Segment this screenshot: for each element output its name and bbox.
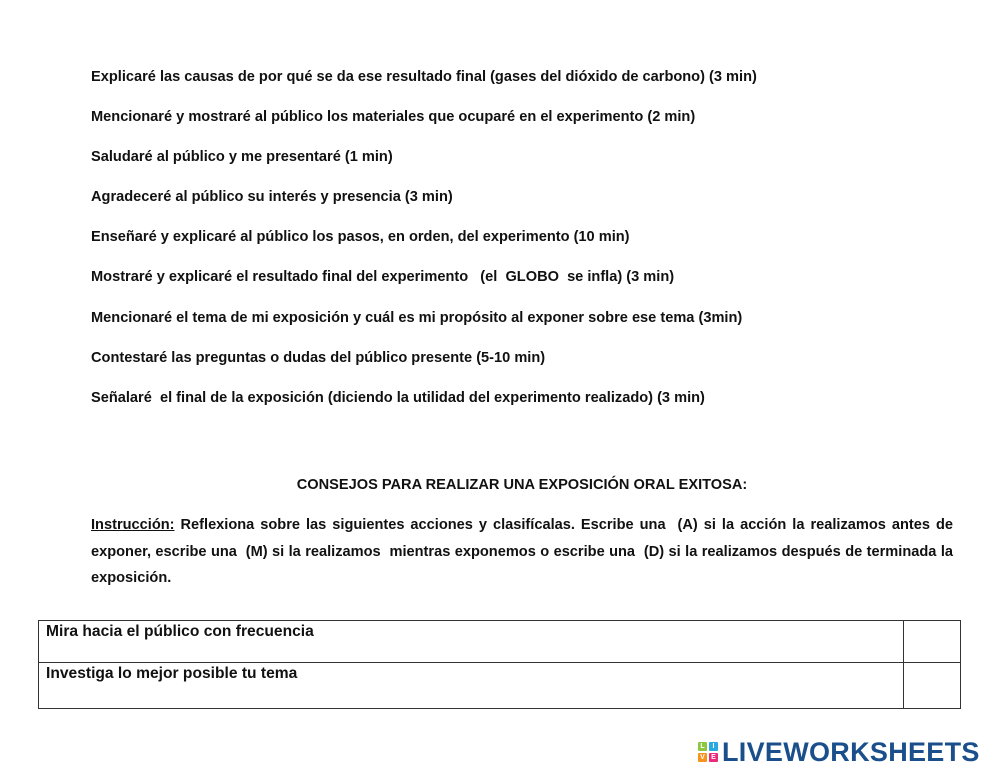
step-item: Señalaré el final de la exposición (diciendo la utilidad del experimento realizado) (3 min) [91,389,705,406]
answer-cell[interactable] [904,621,961,663]
step-list [91,66,971,427]
step-item: Saludaré al público y me presentaré (1 min) [91,149,393,166]
instruction-paragraph [91,512,958,592]
table-row [39,663,961,709]
action-text: Mira hacia el público con frecuencia [39,621,904,663]
liveworksheets-logo [698,736,980,768]
answer-cell[interactable] [904,663,961,709]
logo-letter: I [709,742,718,751]
table-row [39,621,961,663]
section-title: CONSEJOS PARA REALIZAR UNA EXPOSICIÓN ORAL EXITOSA: [296,477,748,493]
action-text: Investiga lo mejor posible tu tema [39,663,904,709]
actions-table [38,620,961,709]
step-item: Agradeceré al público su interés y presencia (3 min) [91,189,453,206]
step-item: Explicaré las causas de por qué se da ese resultado final (gases del dióxido de carbono) (3 min) [91,69,757,85]
instruction-label: Instrucción: [91,517,175,533]
step-item: Mostraré y explicaré el resultado final del experimento (el GLOBO se infla) (3 min) [91,269,675,286]
logo-letter: V [698,753,707,762]
logo-letter: E [709,753,718,762]
step-item: Mencionaré el tema de mi exposición y cuál es mi propósito al exponer sobre ese tema (3min) [91,309,743,326]
logo-letter: L [698,742,707,751]
brand-name: LIVEWORKSHEETS [722,736,980,767]
step-item: Mencionaré y mostraré al público los materiales que ocuparé en el experimento (2 min) [91,109,696,126]
logo-mark-icon [698,742,718,762]
instruction-text: Reflexiona sobre las siguientes acciones y clasifícalas. Escribe una (A) si la acción la realizamos antes de exponer, escribe una (M) si la realizamos mientras exponemos o escribe una (D) si la realizamos después de terminada la exposición. [91,517,958,586]
step-item: Contestaré las preguntas o dudas del público presente (5-10 min) [91,349,546,366]
step-item: Enseñaré y explicaré al público los pasos, en orden, del experimento (10 min) [91,229,630,246]
